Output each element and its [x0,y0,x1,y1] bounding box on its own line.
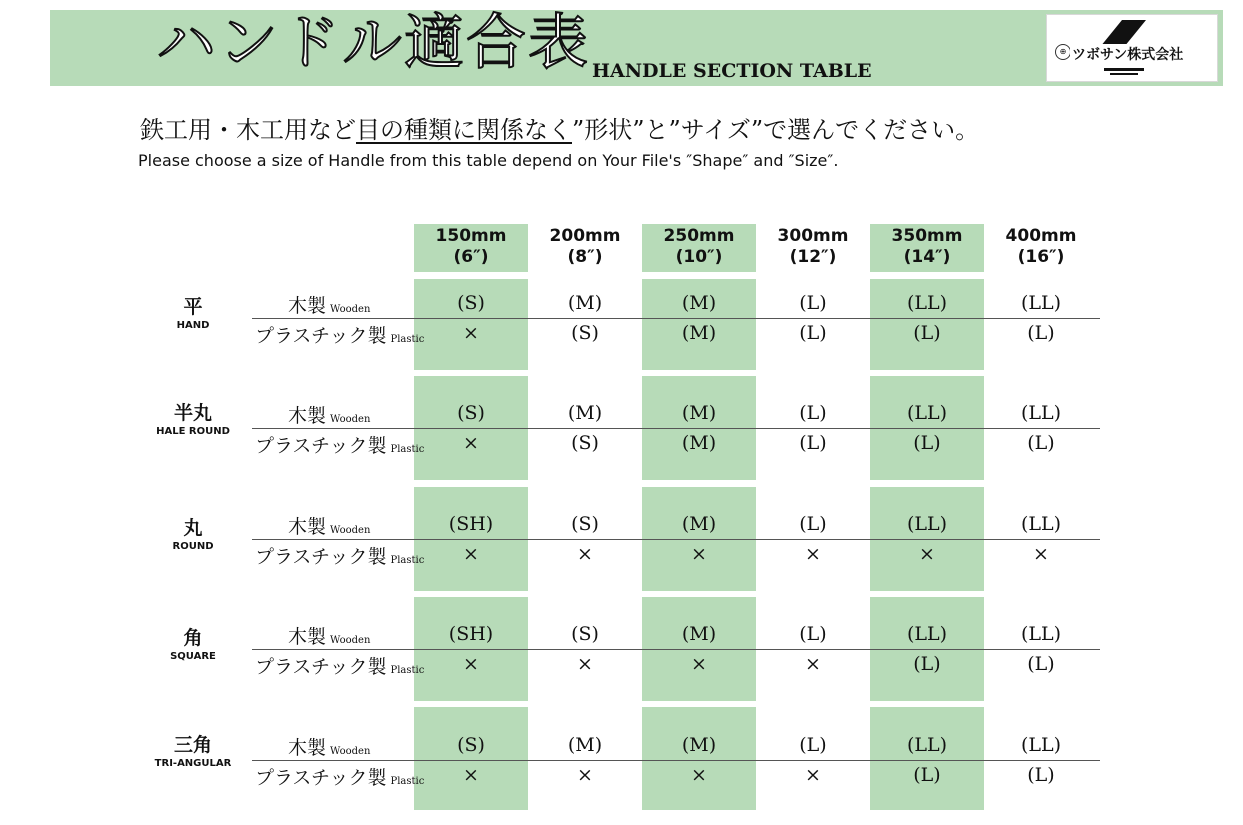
table-cell-wooden: (L) [799,513,827,535]
table-cell-plastic: × [463,543,479,565]
shape-name-jp: 半丸 [173,402,212,424]
column-highlight [642,707,756,810]
column-size: 150mm [435,226,507,246]
shape-label [150,295,236,332]
shape-label [150,733,236,770]
table-cell-plastic: × [919,543,935,565]
table-cell-wooden: (M) [567,292,603,314]
shape-name-en: ROUND [172,541,214,552]
table-cell-plastic: × [577,653,593,675]
column-header [414,226,528,268]
table-cell-wooden: (LL) [1020,292,1062,314]
column-inch: (6″) [453,247,489,267]
material-plastic-jp: プラスチック製 [255,435,387,457]
material-plastic [255,431,424,458]
table-cell-wooden: (S) [457,402,485,424]
table-cell-plastic: (L) [1027,653,1055,675]
table-cell-plastic: × [463,322,479,344]
table-cell-wooden: (M) [681,734,717,756]
material-wooden [288,291,370,318]
column-header [756,226,870,268]
table-cell-wooden: (S) [571,623,599,645]
column-inch: (14″) [903,247,951,267]
row-divider [252,428,1100,429]
table-cell-plastic: (M) [681,322,717,344]
row-divider [252,649,1100,650]
row-divider [252,760,1100,761]
material-wooden-jp: 木製 [288,516,327,538]
material-wooden-en: Wooden [330,635,371,646]
column-inch: (16″) [1017,247,1065,267]
table-cell-plastic: (M) [681,432,717,454]
table-cell-plastic: (L) [913,653,941,675]
table-cell-plastic: × [463,653,479,675]
material-plastic [255,542,424,569]
shape-name-en: SQUARE [170,651,216,662]
table-cell-wooden: (LL) [1020,623,1062,645]
logo-seal-icon: ⊕ [1055,44,1071,60]
table-cell-plastic: × [463,432,479,454]
shape-label [150,626,236,663]
page-title-english: HANDLE SECTION TABLE [592,60,872,82]
material-plastic-jp: プラスチック製 [255,767,387,789]
material-wooden-jp: 木製 [288,626,327,648]
table-cell-plastic: × [805,764,821,786]
material-plastic-jp: プラスチック製 [255,546,387,568]
shape-name-en: TRI-ANGULAR [154,758,232,769]
table-cell-wooden: (S) [457,292,485,314]
column-size: 350mm [891,226,963,246]
table-cell-wooden: (LL) [906,292,948,314]
table-cell-plastic: (L) [1027,764,1055,786]
table-cell-plastic: (L) [913,764,941,786]
table-cell-plastic: (L) [799,322,827,344]
table-cell-plastic: × [805,543,821,565]
table-cell-plastic: × [1033,543,1049,565]
table-cell-wooden: (M) [681,623,717,645]
table-cell-plastic: × [577,764,593,786]
table-cell-wooden: (LL) [906,513,948,535]
material-wooden-jp: 木製 [288,737,327,759]
table-cell-wooden: (LL) [906,402,948,424]
shape-label [150,516,236,553]
intro-english: Please choose a size of Handle from this table depend on Your File's ″Shape″ and ″Size″. [138,151,839,170]
table-cell-wooden: (L) [799,734,827,756]
material-plastic-en: Plastic [390,334,425,345]
material-plastic-en: Plastic [390,444,425,455]
table-cell-wooden: (SH) [448,623,494,645]
material-wooden-en: Wooden [330,525,371,536]
table-cell-wooden: (M) [567,402,603,424]
page-title: ハンドル適合表 [156,8,590,78]
column-header [984,226,1098,268]
column-highlight [414,707,528,810]
material-plastic-jp: プラスチック製 [255,656,387,678]
column-size: 250mm [663,226,735,246]
material-wooden-en: Wooden [330,414,371,425]
table-cell-plastic: (L) [1027,432,1055,454]
shape-name-jp: 三角 [173,734,212,756]
shape-name-en: HALE ROUND [156,426,230,437]
table-cell-wooden: (LL) [1020,402,1062,424]
shape-name-en: HAND [176,320,210,331]
table-cell-wooden: (L) [799,623,827,645]
table-cell-wooden: (SH) [448,513,494,535]
company-name: ツボサン株式会社 [1070,44,1185,64]
table-cell-plastic: × [691,543,707,565]
table-cell-plastic: × [691,764,707,786]
table-cell-wooden: (M) [681,513,717,535]
intro-japanese [140,110,979,150]
table-cell-plastic: (L) [799,432,827,454]
table-cell-wooden: (L) [799,292,827,314]
material-wooden [288,733,370,760]
material-plastic-en: Plastic [390,665,425,676]
shape-name-jp: 角 [183,627,203,649]
material-wooden [288,512,370,539]
column-inch: (8″) [567,247,603,267]
column-size: 400mm [1005,226,1077,246]
intro-jp-part2: ”形状”と”サイズ”で選んでください。 [572,116,980,144]
table-cell-wooden: (M) [567,734,603,756]
material-plastic [255,321,424,348]
table-cell-plastic: × [577,543,593,565]
table-cell-wooden: (LL) [1020,734,1062,756]
table-cell-wooden: (LL) [906,734,948,756]
material-plastic-jp: プラスチック製 [255,325,387,347]
material-wooden-en: Wooden [330,746,371,757]
material-wooden [288,401,370,428]
table-cell-plastic: × [691,653,707,675]
table-cell-wooden: (LL) [906,623,948,645]
intro-jp-part1: 鉄工用・木工用など [140,116,356,144]
column-size: 300mm [777,226,849,246]
column-header [528,226,642,268]
column-inch: (12″) [789,247,837,267]
shape-name-jp: 丸 [183,517,203,539]
column-header [642,226,756,268]
material-wooden [288,622,370,649]
material-wooden-jp: 木製 [288,405,327,427]
table-cell-wooden: (L) [799,402,827,424]
material-plastic-en: Plastic [390,555,425,566]
shape-label [150,401,236,438]
table-cell-wooden: (LL) [1020,513,1062,535]
table-cell-plastic: (S) [571,432,599,454]
row-divider [252,318,1100,319]
material-wooden-en: Wooden [330,304,371,315]
table-cell-plastic: (S) [571,322,599,344]
material-plastic [255,652,424,679]
table-cell-wooden: (S) [571,513,599,535]
table-cell-wooden: (M) [681,402,717,424]
row-divider [252,539,1100,540]
material-plastic-en: Plastic [390,776,425,787]
column-size: 200mm [549,226,621,246]
table-cell-plastic: (L) [913,322,941,344]
table-cell-plastic: (L) [1027,322,1055,344]
table-cell-plastic: (L) [913,432,941,454]
table-cell-plastic: × [463,764,479,786]
table-cell-wooden: (M) [681,292,717,314]
shape-name-jp: 平 [183,296,203,318]
column-inch: (10″) [675,247,723,267]
material-wooden-jp: 木製 [288,295,327,317]
column-highlight [870,707,984,810]
intro-jp-underlined: 目の種類に関係なく [356,116,572,144]
table-cell-plastic: × [805,653,821,675]
material-plastic [255,763,424,790]
column-header [870,226,984,268]
table-cell-wooden: (S) [457,734,485,756]
